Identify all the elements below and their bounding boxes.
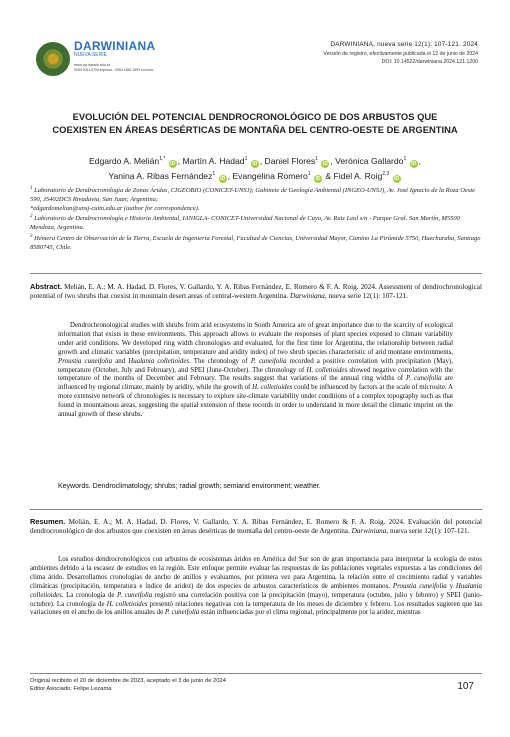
article-title — [30, 110, 480, 136]
header — [36, 40, 478, 80]
footer — [30, 677, 226, 693]
affil-num: 2 — [30, 214, 33, 220]
species-name: H. colletioides — [252, 384, 293, 392]
resumen-text: registró una correlación positiva con la precipitación (mayo), temperatura (octubre, julio y febrero) y SPEI (junio-octubre). La cronología de — [30, 591, 482, 608]
divider-footer — [30, 673, 482, 674]
author-affil-sup: 1,* — [159, 156, 166, 162]
journal-info — [323, 40, 478, 66]
keywords — [58, 482, 453, 491]
logo-url[interactable]: www.cyt.darwin.edu.ar — [74, 63, 110, 67]
logo-series: NUEVA SERIE — [74, 52, 107, 58]
resumen-citation — [30, 518, 482, 536]
author-affil-sup: 2,3 — [382, 170, 390, 177]
doi-link[interactable]: DOI: 10.14522/darwiniana.2024.121.1200 — [381, 59, 478, 65]
abstract-text: and — [115, 357, 126, 365]
author-affil-sup: 1 — [212, 170, 216, 177]
logo-text — [74, 40, 155, 72]
author-name: Fidel A. Roig — [333, 170, 383, 181]
affiliation-3 — [30, 233, 482, 253]
keywords-text: Dendroclimatology; shrubs; radial growth; semiarid environment; weather. — [92, 483, 321, 490]
orcid-icon[interactable]: iD — [220, 175, 226, 182]
logo-name: DARWINIANA — [74, 39, 156, 53]
affiliation-1 — [30, 185, 482, 205]
species-name: P. cuneifolia — [250, 357, 287, 365]
resumen-text: presentó relaciones negativas con la temperatura de los meses de diciembre y febrero. Los resultados sugieren que las variaciones en el ancho de los anillos anuales de — [30, 600, 483, 617]
author-ampersand: & — [325, 170, 332, 181]
journal-volume: , nueva serie 12(1): 107-121. — [386, 526, 470, 535]
species-name: Proustia cuneifolia — [392, 582, 447, 590]
species-name: Hualania colletioides — [128, 357, 190, 365]
abstract-text: Dendrochronological studies with shrubs from arid ecosystems in South America are of great importance due to the scarcity of ecological information that exists in these environments. This approach allows to evaluate the responses of plant species exposed to climate variability under arid conditions. We developed ring width chronologies and evaluated, for the first time for Argentina, the relationship between radial growth and climatic variables (precipitation, temperature and aridity index) of two shrub species characteristic of arid montane environments, — [58, 322, 453, 356]
orcid-icon[interactable]: iD — [322, 160, 328, 167]
author-name: Evangelina Romero — [232, 170, 308, 181]
affil-text: Laboratorio de Dendrocronología e Historia Ambiental, IANIGLA- CONICET-Universidad Nacional de Cuyo, Av. Ruiz Leal s/n - Parque Gral. San Martín, M5500 Mendoza, Argentina. — [30, 215, 460, 232]
author-name: Martín A. Hadad — [182, 155, 245, 166]
resumen-label: Resumen. — [30, 517, 66, 526]
species-name: P. cuneifolia — [406, 375, 442, 383]
resumen-text: . La cronología de — [61, 591, 115, 599]
species-name: Proustia cuneifolia — [58, 357, 113, 365]
abstract-text: showed negative correlation with the temperature of the months of December and February. The results suggest that variations of the annual ring widths of — [58, 366, 453, 383]
resumen-body — [30, 556, 482, 618]
journal-name: Darwiniana — [290, 291, 325, 300]
affiliations — [30, 185, 482, 252]
affiliation-2 — [30, 213, 482, 233]
affil-num: 3 — [30, 233, 33, 239]
species-name: Hualania colletioides — [30, 582, 482, 599]
author-affil-sup: 1 — [403, 156, 407, 162]
orcid-icon[interactable]: iD — [411, 160, 417, 167]
orcid-icon[interactable]: iD — [394, 175, 400, 182]
abstract-text: . The chronology of — [189, 357, 248, 365]
orcid-icon[interactable]: iD — [170, 160, 176, 167]
species-name: P. cuneifolia — [164, 609, 200, 617]
journal-citation: DARWINIANA, nueva serie 12(1): 107-121. 2024 — [330, 41, 478, 48]
author-list — [40, 153, 470, 183]
abstract-text: recorded a positive correlation with precipitation (May), temperature (October, July and February), and SPEI (June-October). The chronology of — [58, 357, 453, 374]
resumen-text: Los estudios dendrocronológicos con arbustos de ecosistemas áridos en América del Sur son de gran importancia para interpretar la ecología de estos ambientes debido a la escasez de estudios en la región. Este enfoque permite evaluar las respuestas de las poblaciones vegetales expuestas a las condiciones del clima árido. Desarrollamos cronologías de ancho de anillos y evaluamos, por primera vez para Argentina, la relación entre el crecimiento radial y variables climáticas (precipitación, temperatura e índice de aridez) de dos especies de arbustos característicos de ambientes montanos, — [30, 556, 482, 590]
divider-middle — [30, 509, 482, 510]
author-name: Verónica Gallardo — [335, 155, 404, 166]
page-number: 107 — [457, 681, 474, 692]
author-name: Edgardo A. Melián — [88, 155, 160, 166]
email-text[interactable]: *edgardomelian@unsj-cuim.edu.ar (author for correspondence). — [30, 204, 200, 212]
journal-volume: , nueva serie 12(1): 107-121. — [324, 291, 408, 300]
logo-issn: ISSN 0011-6793 impresa - ISSN 1850-1699 en línea — [74, 68, 153, 72]
author-affil-sup: 1 — [307, 170, 311, 177]
title-line-2: COEXISTEN EN ÁREAS DESÉRTICAS DE MONTAÑA DEL CENTRO-OESTE DE ARGENTINA — [52, 124, 458, 135]
orcid-icon[interactable]: iD — [252, 160, 258, 167]
title-line-1: EVOLUCIÓN DEL POTENCIAL DENDROCRONOLÓGICO DE DOS ARBUSTOS QUE — [72, 111, 438, 122]
author-affil-sup: 1 — [315, 156, 318, 162]
journal-logo[interactable] — [36, 40, 155, 76]
version-of-record: Versión de registro, efectivamente publicada el 12 de junio de 2024 — [323, 51, 478, 57]
author-name: Yanina A. Ribas Fernández — [108, 170, 213, 181]
authors-line-2: Yanina A. Ribas Fernández$^1$ iD , Evangelina Romero$^1$ iD & Fidel A. Roig$^{2,3}$ iD — [108, 170, 400, 182]
divider-top — [30, 273, 482, 274]
species-name: H. colletioides — [306, 366, 348, 374]
resumen-text: y — [449, 582, 454, 590]
abstract-label: Abstract. — [30, 282, 63, 291]
associate-editor: Editor Asociado: Felipe Lezama — [30, 686, 112, 692]
species-name: P. cuneifolia — [117, 591, 153, 599]
affil-num: 1 — [30, 186, 33, 191]
journal-name: Darwiniana — [351, 526, 387, 535]
received-dates: Original recibido el 20 de diciembre de 2023, aceptado el 3 de junio de 2024 — [30, 678, 226, 684]
resumen-citation-text: Melián, E. A.; M. A. Hadad, D. Flores, V. Gallardo, Y. A. Ribas Fernández, E. Romero & F. A. Roig. 2024. Evaluación del potencial dendrocronológico de dos arbustos que coexisten en áreas desérticas de montaña del centro-oeste de Argentina. — [30, 518, 483, 535]
author-name: Daniel Flores — [264, 155, 316, 166]
affil-text: Hémera Centro de Observación de la Tierra, Escuela de Ingeniería Forestal, Facultad de Ciencias, Universidad Mayor, Camino La Pirámide 5750, Huechuraba, Santiago 8580745, Chile. — [30, 234, 481, 251]
abstract-body — [58, 322, 453, 420]
species-name: H. colletioides — [106, 600, 148, 608]
flower-logo-icon — [36, 42, 70, 76]
resumen-text: están influenciadas por el clima regional, principalmente por la aridez, mientras — [200, 609, 421, 617]
abstract-citation — [30, 283, 482, 301]
keywords-label: Keywords. — [58, 483, 91, 490]
abstract-citation-text: Melián, E. A.; M. A. Hadad, D. Flores, V. Gallardo, Y. A. Ribas Fernández, E. Romero & F. A. Roig. 2024. Assessment of dendrochronological potential of two shrubs that coexist in mountain desert areas of central-western Argentina. — [30, 283, 482, 300]
abstract-text: could be influenced by factors at the scale of microsite. A more extensive network of chronologies is necessary to explore site-climate variability under conditions of a complex topography such as that found in mountainous areas, suggesting the spatial extension of these records in order to understand in more detail the climatic imprint on the annual growth of these shrubs. — [58, 384, 453, 419]
correspondence-email[interactable] — [30, 205, 482, 214]
author-affil-sup: 1 — [244, 156, 248, 162]
abstract-text: are influenced by regional climate, mainly by aridity, while the growth of — [58, 375, 453, 392]
authors-line-1: Edgardo A. Melián$^{1,*}$ iD , Martín A. Hadad$^1$ iD , Daniel Flores$^1$ iD , Verónica Gallardo$^1$ iD , — [88, 155, 422, 167]
affil-text: Laboratorio de Dendrocronología de Zonas Áridas, CIGEOBIO (CONICET-UNSJ); Gabinete de Geología Ambiental (INGEO-UNSJ), Av. José Ignacio de la Roza Oeste 590, J5402DCS Rivadavia, San Juan; Argentina; — [30, 187, 476, 203]
orcid-icon[interactable]: iD — [315, 175, 321, 182]
